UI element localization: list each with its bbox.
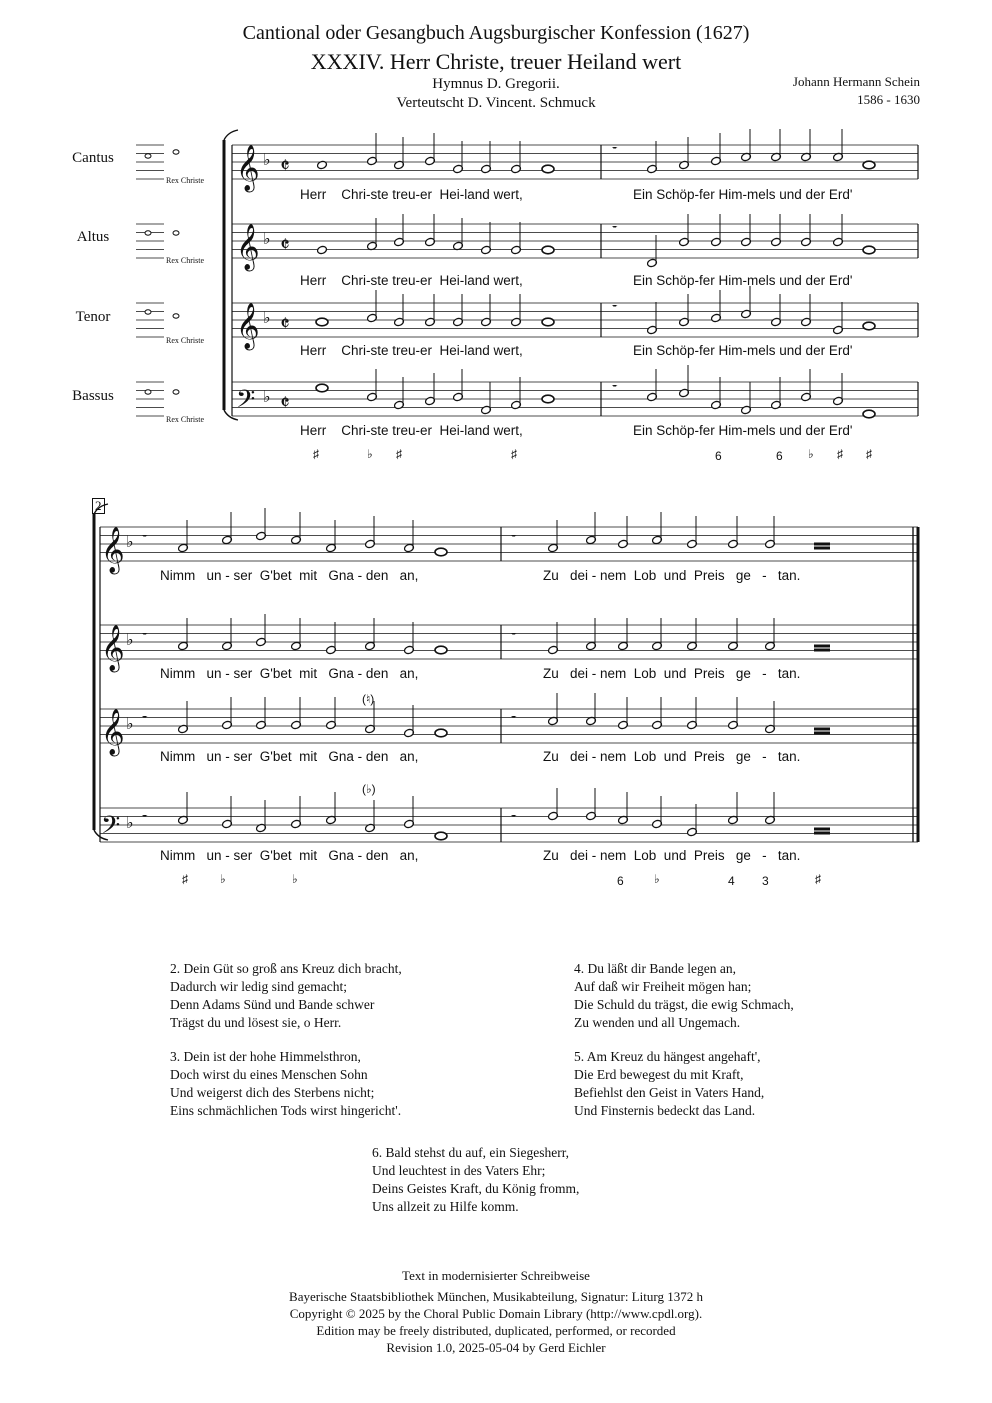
- stanza-line: Deins Geistes Kraft, du König fromm,: [372, 1181, 580, 1196]
- stanza-line: 6. Bald stehst du auf, ein Siegesherr,: [372, 1145, 570, 1160]
- footer-source: Bayerische Staatsbibliothek München, Musikabteilung, Signatur: Liturg 1372 h: [289, 1289, 703, 1304]
- figured-bass: ♭: [220, 872, 226, 886]
- figured-bass: ♯: [837, 447, 843, 461]
- stanza-line: Zu wenden und all Ungemach.: [574, 1015, 741, 1030]
- rest: 𝄻: [142, 811, 148, 827]
- clef: 𝄞: [236, 145, 260, 191]
- whole-note: [316, 318, 328, 326]
- hymn-title: XXXIV. Herr Christe, treuer Heiland wert: [310, 49, 682, 74]
- voice-label-tenor: Tenor: [75, 309, 111, 325]
- figured-bass: ♯: [313, 447, 319, 461]
- clef: 𝄢: [101, 811, 121, 846]
- key-signature: ♭: [263, 229, 271, 248]
- lyrics-tenor-2: Ein Schöp-fer Him-mels und der Erd': [633, 343, 853, 358]
- lyrics-cantus-2: Ein Schöp-fer Him-mels und der Erd': [633, 187, 853, 202]
- voice-label-altus: Altus: [76, 229, 110, 245]
- key-signature: ♭: [263, 387, 271, 406]
- incipit-label: Rex Christe: [166, 176, 204, 185]
- stanza-line: Denn Adams Sünd und Bande schwer: [170, 997, 375, 1012]
- clef: 𝄞: [236, 303, 260, 349]
- footer-license: Edition may be freely distributed, duplicated, performed, or recorded: [316, 1323, 676, 1338]
- lyrics-altus-1: Herr Chri-ste treu-er Hei-land wert,: [300, 273, 523, 288]
- lyrics-altus-3: Nimm un - ser G'bet mit Gna - den an,: [160, 666, 419, 681]
- incipit-label: Rex Christe: [166, 415, 204, 424]
- editorial-accidental: (♮): [362, 692, 375, 706]
- rest: 𝄻: [142, 531, 148, 547]
- stanza-line: Die Schuld du trägst, die ewig Schmach,: [574, 997, 794, 1012]
- voice-label-bassus: Bassus: [72, 388, 114, 404]
- composer-dates: 1586 - 1630: [857, 92, 920, 107]
- notehead: [317, 245, 328, 255]
- stanza-line: 4. Du läßt dir Bande legen an,: [574, 961, 736, 976]
- whole-note: [542, 395, 554, 403]
- incipit-note: [145, 231, 151, 235]
- whole-note: [542, 318, 554, 326]
- lyrics-altus-4: Zu dei - nem Lob und Preis ge - tan.: [543, 666, 801, 681]
- measure-number: 2: [92, 498, 105, 514]
- lyrics-bassus-4: Zu dei - nem Lob und Preis ge - tan.: [543, 848, 801, 863]
- hymn-source: Hymnus D. Gregorii.: [432, 76, 560, 92]
- lyrics-tenor-3: Nimm un - ser G'bet mit Gna - den an,: [160, 749, 419, 764]
- stanza-line: 5. Am Kreuz du hängest angehaft',: [574, 1049, 761, 1064]
- lyrics-bassus-3: Nimm un - ser G'bet mit Gna - den an,: [160, 848, 419, 863]
- figured-bass: 6: [617, 874, 624, 888]
- stanza-line: Die Erd bewegest du mit Kraft,: [574, 1067, 744, 1082]
- rest: 𝄻: [142, 712, 148, 728]
- composer-name: Johann Hermann Schein: [792, 74, 920, 89]
- clef: 𝄞: [236, 224, 260, 270]
- time-signature: 𝄵: [280, 391, 290, 416]
- time-signature: 𝄵: [280, 312, 290, 337]
- stanza-4: [574, 960, 794, 1032]
- rest: 𝄻: [142, 629, 148, 645]
- figured-bass: 6: [715, 449, 722, 463]
- time-signature: 𝄵: [280, 154, 290, 179]
- time-signature: 𝄵: [280, 233, 290, 258]
- whole-note: [542, 165, 554, 173]
- figured-bass: ♯: [511, 447, 517, 461]
- key-signature: ♭: [263, 308, 271, 327]
- score-title: Cantional oder Gesangbuch Augsburgischer Konfession (1627): [242, 22, 750, 44]
- lyrics-cantus-1: Herr Chri-ste treu-er Hei-land wert,: [300, 187, 523, 202]
- stanza-3: [170, 1048, 401, 1120]
- rest: 𝄻: [612, 381, 618, 397]
- whole-note: [863, 246, 875, 254]
- figured-bass: ♭: [367, 447, 373, 461]
- whole-note: [863, 322, 875, 330]
- whole-note: [863, 410, 875, 418]
- figured-bass: ♭: [292, 872, 298, 886]
- whole-note: [435, 646, 447, 654]
- voice-label-cantus: Cantus: [72, 150, 114, 166]
- lyrics-bassus-2: Ein Schöp-fer Him-mels und der Erd': [633, 423, 853, 438]
- stanza-line: Eins schmächlichen Tods wirst hingericht'.: [170, 1103, 402, 1118]
- stanza-5: [574, 1048, 764, 1120]
- stanza-line: Uns allzeit zu Hilfe komm.: [372, 1199, 519, 1214]
- clef: 𝄞: [101, 709, 125, 755]
- key-signature: ♭: [126, 630, 134, 649]
- figured-bass: 4: [728, 874, 735, 888]
- footer-revision: Revision 1.0, 2025-05-04 by Gerd Eichler: [386, 1340, 606, 1355]
- lyrics-bassus-1: Herr Chri-ste treu-er Hei-land wert,: [300, 423, 523, 438]
- figured-bass: ♯: [815, 872, 821, 886]
- rest: 𝄻: [511, 629, 517, 645]
- figured-bass: ♯: [182, 872, 188, 886]
- rest: 𝄻: [612, 222, 618, 238]
- figured-bass: ♭: [808, 447, 814, 461]
- incipit-label: Rex Christe: [166, 336, 204, 345]
- lyrics-tenor-1: Herr Chri-ste treu-er Hei-land wert,: [300, 343, 523, 358]
- stanza-6: [372, 1144, 579, 1216]
- stanza-line: Dadurch wir ledig sind gemacht;: [170, 979, 347, 994]
- whole-note: [435, 729, 447, 737]
- rest: 𝄻: [612, 301, 618, 317]
- key-signature: ♭: [126, 714, 134, 733]
- stanza-2: [170, 960, 402, 1032]
- footer-copyright: Copyright © 2025 by the Choral Public Domain Library (http://www.cpdl.org).: [289, 1306, 703, 1321]
- stanza-line: Doch wirst du eines Menschen Sohn: [170, 1067, 368, 1082]
- stanza-line: Und Finsternis bedeckt das Land.: [574, 1103, 756, 1118]
- figured-bass: ♯: [866, 447, 872, 461]
- rest: 𝄻: [511, 531, 517, 547]
- stanza-line: Trägst du und lösest sie, o Herr.: [170, 1015, 342, 1030]
- stanza-line: Und leuchtest in des Vaters Ehr;: [372, 1163, 546, 1178]
- whole-note: [435, 832, 447, 840]
- figured-bass: 6: [776, 449, 783, 463]
- whole-note: [316, 384, 328, 392]
- footer-note: Text in modernisierter Schreibweise: [402, 1268, 590, 1283]
- translator-credit: Verteutscht D. Vincent. Schmuck: [396, 95, 596, 111]
- stanza-line: 3. Dein ist der hohe Himmelsthron,: [170, 1049, 361, 1064]
- lyrics-tenor-4: Zu dei - nem Lob und Preis ge - tan.: [543, 749, 801, 764]
- stanza-line: 2. Dein Güt so groß ans Kreuz dich bracht,: [170, 961, 402, 976]
- stanza-line: Auf daß wir Freiheit mögen han;: [574, 979, 752, 994]
- stanza-line: Befiehlst den Geist in Vaters Hand,: [574, 1085, 765, 1100]
- key-signature: ♭: [263, 150, 271, 169]
- incipit-note: [173, 150, 179, 154]
- key-signature: ♭: [126, 532, 134, 551]
- lyrics-cantus-4: Zu dei - nem Lob und Preis ge - tan.: [543, 568, 801, 583]
- incipit-note: [173, 390, 179, 394]
- figured-bass: ♭: [654, 872, 660, 886]
- figured-bass: 3: [762, 874, 769, 888]
- rest: 𝄻: [612, 143, 618, 159]
- editorial-accidental: (♭): [362, 782, 376, 796]
- stanza-line: Und weigerst dich des Sterbens nicht;: [170, 1085, 375, 1100]
- incipit-note: [145, 390, 151, 394]
- clef: 𝄞: [101, 625, 125, 671]
- incipit-label: Rex Christe: [166, 256, 204, 265]
- lyrics-altus-2: Ein Schöp-fer Him-mels und der Erd': [633, 273, 853, 288]
- key-signature: ♭: [126, 813, 134, 832]
- incipit-note: [173, 314, 179, 318]
- whole-note: [863, 161, 875, 169]
- incipit-note: [145, 154, 151, 158]
- clef: 𝄢: [236, 385, 256, 420]
- whole-note: [435, 548, 447, 556]
- rest: 𝄻: [511, 811, 517, 827]
- clef: 𝄞: [101, 527, 125, 573]
- incipit-note: [145, 310, 151, 314]
- rest: 𝄻: [511, 712, 517, 728]
- figured-bass: ♯: [396, 447, 402, 461]
- incipit-note: [173, 231, 179, 235]
- lyrics-cantus-3: Nimm un - ser G'bet mit Gna - den an,: [160, 568, 419, 583]
- whole-note: [542, 246, 554, 254]
